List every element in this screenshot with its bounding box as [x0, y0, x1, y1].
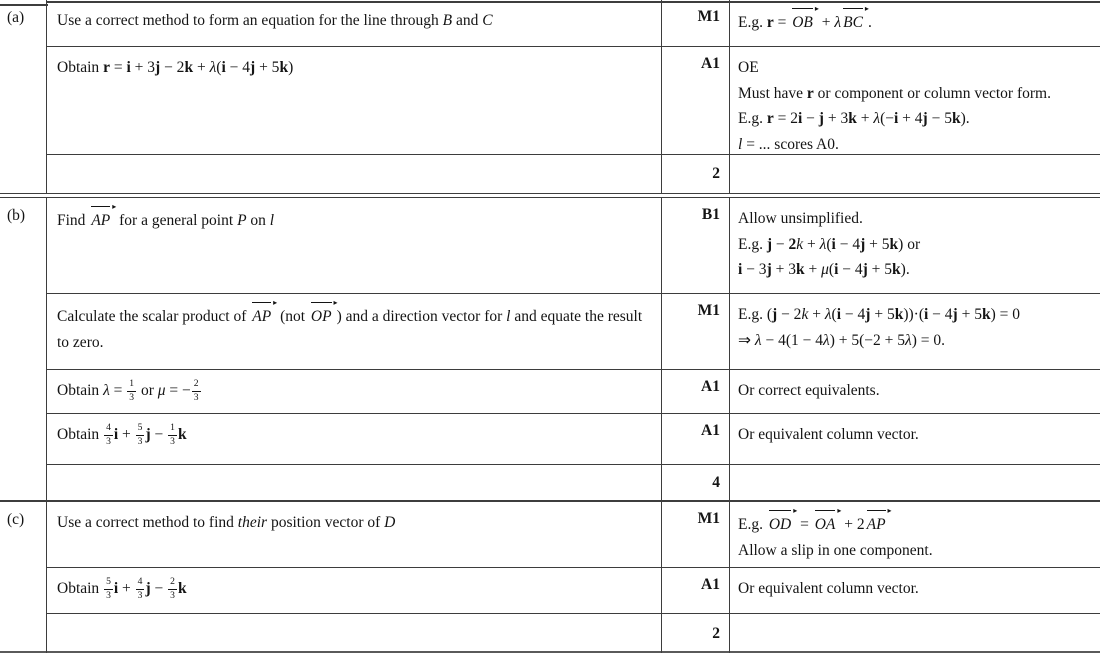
total-row: [47, 614, 1100, 653]
guidance-line: OE: [738, 59, 759, 76]
answer-cell: Calculate the scalar product of AP ▸ (not OP ▸ ) and a direction vector for l and equate the result to zero.: [47, 294, 661, 369]
guidance-line: E.g. OD ▸ = OA ▸ + 2 AP ▸: [738, 510, 1096, 538]
answer-cell: Use a correct method to find their position vector of D: [57, 514, 396, 531]
guidance-line: Or correct equivalents.: [738, 382, 880, 399]
answer-cell: Use a correct method to form an equation for the line through B and C: [57, 12, 493, 29]
table-row: [47, 47, 1100, 155]
answer-cell: [47, 614, 661, 653]
mark-code: A1: [661, 47, 729, 154]
part-label: (a): [0, 0, 47, 193]
guidance-line: Must have r or component or column vector form.: [738, 84, 1051, 102]
guidance-cell: [729, 568, 1100, 613]
total-row: [47, 155, 1100, 193]
guidance-cell: [729, 502, 1100, 567]
answer-cell: Obtain λ = $\frac{1}{3}$ or μ = − $\frac{2}{3}$: [57, 378, 199, 403]
guidance-cell: [729, 198, 1100, 293]
guidance-cell: [729, 614, 1100, 653]
mark-code: B1: [661, 198, 729, 293]
part-c-section: [0, 502, 1100, 653]
answer-cell: [47, 155, 661, 193]
part-b-section: [0, 198, 1100, 500]
answer-cell: Find AP ▸ for a general point P on l: [47, 198, 661, 293]
total-marks: 2: [661, 614, 729, 653]
mark-code: A1: [661, 568, 729, 613]
guidance-cell: [729, 47, 1100, 154]
answer-cell: [47, 465, 661, 500]
guidance-line: E.g. j − 2k + λ(i − 4j + 5k) or: [738, 235, 921, 253]
table-row: [47, 568, 1100, 614]
guidance-line: E.g. r = 2i − j + 3k + λ(−i + 4j − 5k).: [738, 110, 970, 127]
guidance-line: Or equivalent column vector.: [738, 426, 919, 443]
table-row: [47, 0, 1100, 47]
part-label: (b): [0, 198, 47, 500]
mark-code: A1: [661, 370, 729, 413]
guidance-cell: [729, 414, 1100, 464]
table-row: [47, 198, 1100, 294]
guidance-line: l = ... scores A0.: [738, 135, 839, 153]
part-label: (c): [0, 502, 47, 653]
answer-cell: Obtain r = i + 3j − 2k + λ(i − 4j + 5k): [57, 59, 294, 76]
answer-cell: Obtain $\frac{4}{3}$ i + $\frac{5}{3}$ j − $\frac{1}{3}$ k: [57, 422, 187, 447]
guidance-line: i − 3j + 3k + μ(i − 4j + 5k).: [738, 261, 910, 278]
guidance-line: ⇒ λ − 4(1 − 4λ) + 5(−2 + 5λ) = 0.: [738, 331, 946, 349]
guidance-cell: [729, 155, 1100, 193]
answer-cell: Obtain $\frac{5}{3}$ i + $\frac{4}{3}$ j − $\frac{2}{3}$ k: [57, 576, 187, 601]
total-marks: 2: [661, 155, 729, 193]
part-a-section: [0, 0, 1100, 193]
mark-code: M1: [661, 502, 729, 567]
guidance-line: Allow unsimplified.: [738, 210, 863, 227]
guidance-line: Allow a slip in one component.: [738, 541, 933, 559]
mark-code: A1: [661, 414, 729, 464]
table-row: [47, 370, 1100, 414]
guidance-cell: [729, 0, 1100, 46]
total-row: [47, 465, 1100, 500]
table-row: [47, 294, 1100, 370]
guidance-line: E.g. r = OB ▸ + λ BC ▸ .: [738, 8, 1096, 36]
mark-code: M1: [661, 294, 729, 369]
guidance-line: Or equivalent column vector.: [738, 580, 919, 597]
guidance-cell: [729, 465, 1100, 500]
guidance-line: E.g. (j − 2k + λ(i − 4j + 5k))·(i − 4j + 5k) = 0: [738, 306, 1020, 323]
guidance-cell: [729, 370, 1100, 413]
mark-code: M1: [661, 0, 729, 46]
total-marks: 4: [661, 465, 729, 500]
table-row: [47, 414, 1100, 465]
table-top-border: [47, 1, 1100, 3]
table-row: [47, 502, 1100, 568]
guidance-cell: [729, 294, 1100, 369]
table-top-border-left: [0, 4, 48, 6]
